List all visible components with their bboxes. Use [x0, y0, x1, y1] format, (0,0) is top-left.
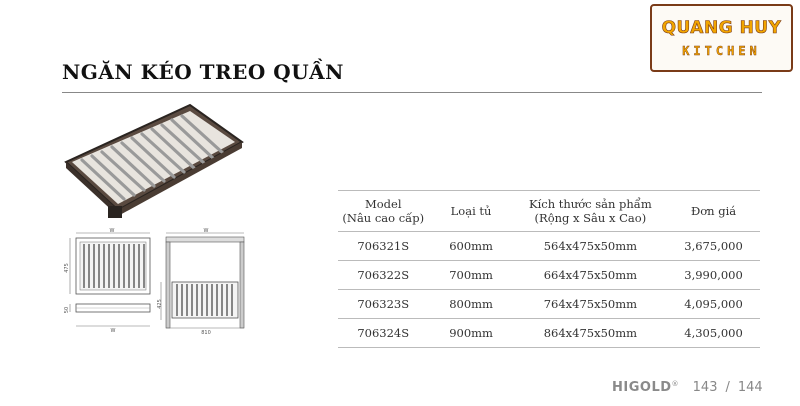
cell-cabinet: 700mm: [428, 261, 513, 290]
page-title: NGĂN KÉO TREO QUẦN: [62, 60, 344, 84]
cell-model: 706324S: [338, 319, 428, 348]
header-dimensions-line1: Kích thước sản phẩm: [528, 197, 652, 211]
logo-sub-text: KITCHEN: [682, 44, 761, 58]
header-cabinet: Loại tủ: [428, 191, 513, 232]
cell-dimensions: 864x475x50mm: [514, 319, 667, 348]
header-dimensions-line2: (Rộng x Sâu x Cao): [534, 211, 647, 225]
table-header-row: [338, 191, 760, 232]
page-number: 143: [692, 380, 718, 395]
table-row: [338, 319, 760, 348]
depth-label-475: 475: [64, 263, 70, 273]
table-row: [338, 261, 760, 290]
table-row: [338, 290, 760, 319]
page-footer: [612, 380, 763, 395]
cell-dimensions: 664x475x50mm: [514, 261, 667, 290]
cell-cabinet: 600mm: [428, 232, 513, 261]
cell-price: 3,675,000: [667, 232, 760, 261]
cell-price: 4,095,000: [667, 290, 760, 319]
header-model-line1: Model: [364, 197, 402, 211]
width-label-bottom: W: [110, 328, 116, 334]
top-view-drawing: [62, 228, 156, 338]
header-price: Đơn giá: [667, 191, 760, 232]
cell-cabinet: 900mm: [428, 319, 513, 348]
brand-logo: [650, 4, 793, 72]
title-divider: [62, 92, 762, 93]
header-model-line2: (Nâu cao cấp): [342, 211, 425, 225]
table-row: [338, 232, 760, 261]
cell-model: 706321S: [338, 232, 428, 261]
installed-view-drawing: [158, 228, 250, 338]
height-label-425: 425: [157, 299, 163, 309]
page-total: 144: [737, 380, 763, 395]
footer-brand: HIGOLD: [612, 380, 672, 395]
width-label-side: W: [203, 228, 209, 234]
width-label-top: W: [109, 228, 115, 234]
product-photo: [58, 100, 248, 225]
registered-mark: ®: [671, 380, 679, 388]
width-label-810: 810: [201, 330, 211, 336]
page-separator: /: [725, 380, 730, 395]
cell-price: 4,305,000: [667, 319, 760, 348]
price-table: [338, 190, 760, 348]
cell-model: 706322S: [338, 261, 428, 290]
header-dimensions: [514, 191, 667, 232]
height-label-50: 50: [64, 306, 70, 314]
cell-price: 3,990,000: [667, 261, 760, 290]
header-model: [338, 191, 428, 232]
cell-model: 706323S: [338, 290, 428, 319]
cell-cabinet: 800mm: [428, 290, 513, 319]
logo-main-text: QUANG HUY: [661, 18, 782, 38]
cell-dimensions: 564x475x50mm: [514, 232, 667, 261]
cell-dimensions: 764x475x50mm: [514, 290, 667, 319]
